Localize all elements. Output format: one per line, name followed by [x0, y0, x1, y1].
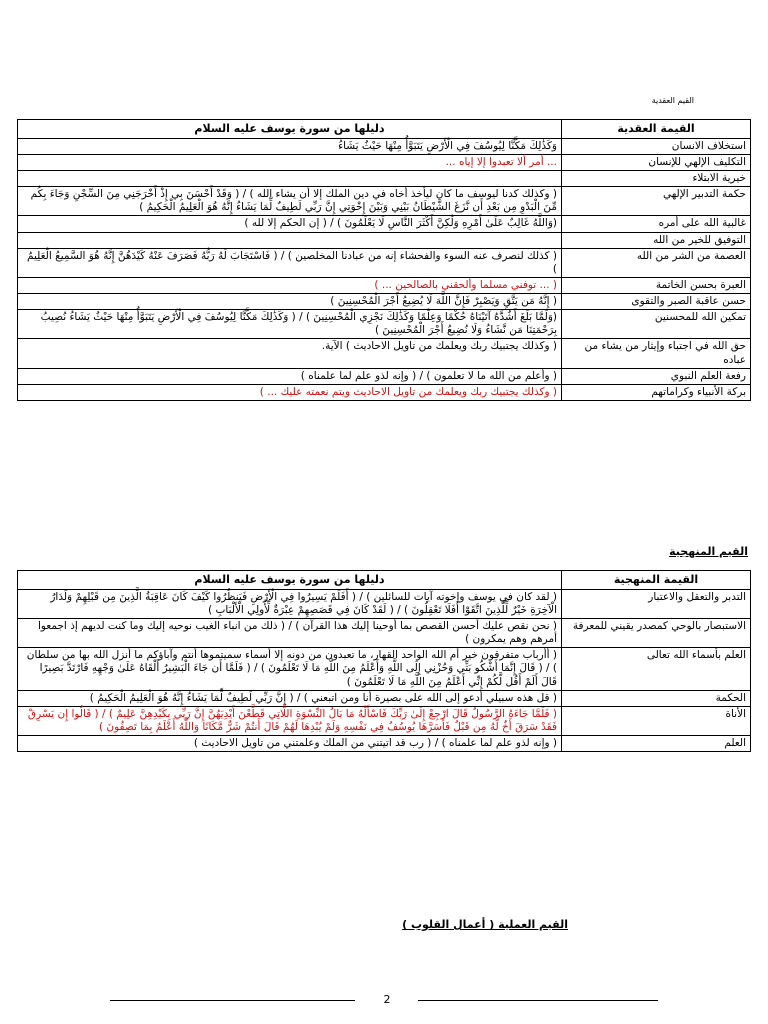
- value-cell: العصمة من الشر من الله: [562, 248, 751, 277]
- table-header-row: [18, 571, 751, 590]
- table-row: [18, 232, 751, 248]
- table-row: [18, 384, 751, 400]
- value-cell: العلم بأسماء الله تعالى: [562, 648, 751, 690]
- value-cell: التوفيق للخير من الله: [562, 232, 751, 248]
- evidence-cell: ( وكذلك كدنا ليوسف ما كان ليأخذ أخاه في دين الملك إلا أن يشاء الله ) / ( وَقَدْ أَحْسَنَ بِي إِذْ أَخْرَجَنِي مِنَ السِّجْنِ وَجَاءَ بِكُم مِّنَ الْبَدْوِ مِن بَعْدِ أَن نَّزَغَ الشَّيْطَانُ بَيْنِي وَبَيْنَ إِخْوَتِي إِنَّ رَبِّي لَطِيفٌ لِّمَا يَشَاءُ إِنَّهُ هُوَ الْعَلِيمُ الْحَكِيمُ ): [18, 187, 562, 216]
- value-cell: حسن عاقبة الصبر والتقوى: [562, 294, 751, 310]
- table-row: [18, 154, 751, 170]
- value-cell: العبرة بحسن الخاتمة: [562, 277, 751, 293]
- evidence-cell: ( وإنه لذو علم لما علمناه ) / ( رب قد اتيتني من الملك وعلمتني من تاويل الاحاديث ): [18, 736, 562, 752]
- table-row: [18, 294, 751, 310]
- value-cell: الحكمة: [562, 690, 751, 706]
- doctrinal-values-table: [17, 119, 751, 401]
- value-cell: الأناة: [562, 706, 751, 735]
- column-header-value: القيمة المنهجية: [562, 571, 751, 590]
- table-row: [18, 310, 751, 339]
- methodological-values-table: [17, 570, 751, 752]
- page-header: القيم العقدية: [651, 96, 694, 105]
- value-cell: بركة الأنبياء وكراماتهم: [562, 384, 751, 400]
- evidence-cell: ( ... توفني مسلما وألحقني بالصالحين ... ): [18, 277, 562, 293]
- evidence-cell: ( لقد كان في يوسف وإخوته آيات للسائلين ) / ( أَفَلَمْ يَسِيرُوا فِي الْأَرْضِ فَيَنظُرُوا كَيْفَ كَانَ عَاقِبَةُ الَّذِينَ مِن قَبْلِهِمْ وَلَدَارُ الْآخِرَةِ خَيْرٌ لِّلَّذِينَ اتَّقَوْا أَفَلَا تَعْقِلُونَ ) / ( لَقَدْ كَانَ فِي قَصَصِهِمْ عِبْرَةٌ لِّأُولِي الْأَلْبَابِ ): [18, 589, 562, 618]
- table-row: [18, 706, 751, 735]
- table-row: [18, 216, 751, 232]
- table-row: [18, 187, 751, 216]
- value-cell: تمكين الله للمحسنين: [562, 310, 751, 339]
- value-cell: التدبر والتعقل والاعتبار: [562, 589, 751, 618]
- evidence-cell: ( أأرباب متفرقون خير أم الله الواحد القهار، ما تعبدون من دونه إلا أسماء سميتموها أنتم وآباؤكم ما أنزل الله بها من سلطان ) / ( قَالَ إِنَّمَا أَشْكُو بَثِّي وَحُزْنِي إِلَى اللَّهِ وَأَعْلَمُ مِنَ اللَّهِ مَا لَا تَعْلَمُونَ ) / ( فَلَمَّا أَن جَاءَ الْبَشِيرُ أَلْقَاهُ عَلَىٰ وَجْهِهِ فَارْتَدَّ بَصِيرًا قَالَ أَلَمْ أَقُل لَّكُمْ إِنِّي أَعْلَمُ مِنَ اللَّهِ مَا لَا تَعْلَمُونَ ): [18, 648, 562, 690]
- evidence-cell: [18, 232, 562, 248]
- value-cell: استخلاف الانسان: [562, 138, 751, 154]
- footer-line-left: [110, 1000, 355, 1001]
- table-row: [18, 589, 751, 618]
- evidence-cell: [18, 171, 562, 187]
- section-title-methodological: القيم المنهجية: [669, 545, 748, 558]
- evidence-cell: ( نحن نقص عليك أحسن القصص بما أوحينا إليك هذا القرآن ) / ( ذلك من انباء الغيب نوحيه إليك وما كنت لديهم إذ اجمعوا أمرهم وهم يمكرون ): [18, 619, 562, 648]
- evidence-cell: ( إِنَّهُ مَن يَتَّقِ وَيَصْبِرْ فَإِنَّ اللَّهَ لَا يُضِيعُ أَجْرَ الْمُحْسِنِينَ ): [18, 294, 562, 310]
- footer-line-right: [418, 1000, 658, 1001]
- table-row: [18, 339, 751, 368]
- value-cell: رفعة العلم النبوي: [562, 368, 751, 384]
- table-row: [18, 690, 751, 706]
- value-cell: الاستبصار بالوحي كمصدر يقيني للمعرفة: [562, 619, 751, 648]
- column-header-evidence: دليلها من سورة يوسف عليه السلام: [18, 571, 562, 590]
- table-row: [18, 171, 751, 187]
- evidence-cell: ... أمر ألا تعبدوا إلا إياه ...: [18, 154, 562, 170]
- evidence-cell: (وَاللَّهُ غَالِبٌ عَلَىٰ أَمْرِهِ وَلَٰكِنَّ أَكْثَرَ النَّاسِ لَا يَعْلَمُونَ ) / ( إن الحكم إلا لله ): [18, 216, 562, 232]
- table-row: [18, 619, 751, 648]
- evidence-cell: (وَلَمَّا بَلَغَ أَشُدَّهُ آتَيْنَاهُ حُكْمًا وَعِلْمًا وَكَذَٰلِكَ نَجْزِي الْمُحْسِنِينَ ) / ( وَكَذَٰلِكَ مَكَّنَّا لِيُوسُفَ فِي الْأَرْضِ يَتَبَوَّأُ مِنْهَا حَيْثُ يَشَاءُ نُصِيبُ بِرَحْمَتِنَا مَن نَّشَاءُ وَلَا نُضِيعُ أَجْرَ الْمُحْسِنِينَ ): [18, 310, 562, 339]
- table-row: [18, 368, 751, 384]
- value-cell: خيرية الابتلاء: [562, 171, 751, 187]
- page-number: 2: [383, 993, 391, 1006]
- table-row: [18, 138, 751, 154]
- table-row: [18, 248, 751, 277]
- column-header-value: القيمة العقدية: [562, 120, 751, 139]
- evidence-cell: ( وأعلم من الله ما لا تعلمون ) / ( وإنه لذو علم لما علمناه ): [18, 368, 562, 384]
- section-title-practical: القيم العملية ( أعمال القلوب ): [402, 918, 568, 931]
- value-cell: حق الله في اجتباء وإيثار من يشاء من عباده: [562, 339, 751, 368]
- value-cell: غالبية الله على أمره: [562, 216, 751, 232]
- column-header-evidence: دليلها من سورة يوسف عليه السلام: [18, 120, 562, 139]
- table-row: [18, 277, 751, 293]
- evidence-cell: ( وكذلك يجتبيك ربك ويعلمك من تاويل الاحاديث ) الآية.: [18, 339, 562, 368]
- evidence-cell: ( وكذلك يجتبيك ربك ويعلمك من تاويل الاحاديث ويتم نعمته عليك ... ): [18, 384, 562, 400]
- evidence-cell: ( فَلَمَّا جَاءَهُ الرَّسُولُ قَالَ ارْجِعْ إِلَىٰ رَبِّكَ فَاسْأَلْهُ مَا بَالُ النِّسْوَةِ اللَّاتِي قَطَّعْنَ أَيْدِيَهُنَّ إِنَّ رَبِّي بِكَيْدِهِنَّ عَلِيمٌ ) / ( قَالُوا إِن يَسْرِقْ فَقَدْ سَرَقَ أَخٌ لَّهُ مِن قَبْلُ فَأَسَرَّهَا يُوسُفُ فِي نَفْسِهِ وَلَمْ يُبْدِهَا لَهُمْ قَالَ أَنتُمْ شَرٌّ مَّكَانًا وَاللَّهُ أَعْلَمُ بِمَا تَصِفُونَ ): [18, 706, 562, 735]
- evidence-cell: ( قل هذه سبيلي أدعو إلى الله على بصيرة أنا ومن اتبعني ) / ( إِنَّ رَبِّي لَطِيفٌ لِّمَا يَشَاءُ إِنَّهُ هُوَ الْعَلِيمُ الْحَكِيمُ ): [18, 690, 562, 706]
- evidence-cell: وَكَذَٰلِكَ مَكَّنَّا لِيُوسُفَ فِي الْأَرْضِ يَتَبَوَّأُ مِنْهَا حَيْثُ يَشَاءُ: [18, 138, 562, 154]
- table-row: [18, 736, 751, 752]
- table-row: [18, 648, 751, 690]
- table-header-row: [18, 120, 751, 139]
- evidence-cell: ( كذلك لنصرف عنه السوء والفحشاء إنه من عبادنا المخلصين ) / ( فَاسْتَجَابَ لَهُ رَبُّهُ فَصَرَفَ عَنْهُ كَيْدَهُنَّ إِنَّهُ هُوَ السَّمِيعُ الْعَلِيمُ ): [18, 248, 562, 277]
- value-cell: العلم: [562, 736, 751, 752]
- value-cell: التكليف الإلهي للإنسان: [562, 154, 751, 170]
- value-cell: حكمة التدبير الإلهي: [562, 187, 751, 216]
